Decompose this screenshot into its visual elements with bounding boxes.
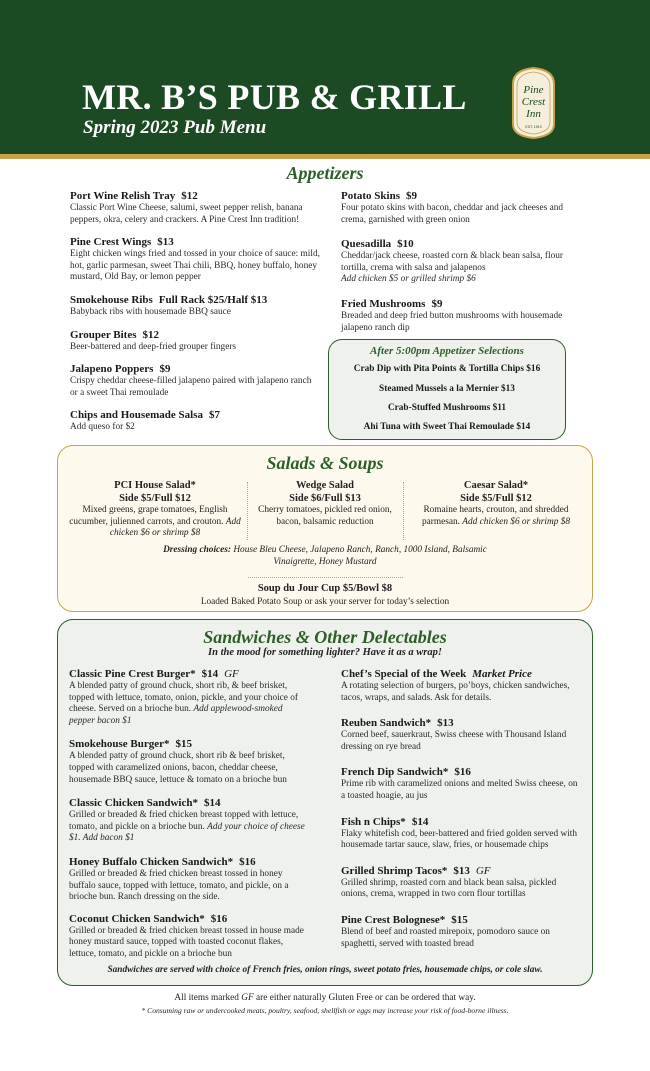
item-description: Flaky whitefish cod, beer-battered and fried golden served with housemade tartar sauce, slaw, fries, or housemade chips [341, 828, 578, 851]
salad-item [65, 480, 245, 540]
item-name: Honey Buffalo Chicken Sandwich* [69, 855, 234, 868]
menu-item [341, 716, 581, 753]
item-price: $7 [208, 409, 220, 422]
menu-item [70, 293, 320, 319]
item-price: $12 [181, 190, 198, 202]
menu-item [69, 912, 307, 961]
salad-name: Caesar Salad* [463, 480, 529, 491]
item-price: $14 [203, 797, 221, 810]
item-description: A rotating selection of burgers, po’boys, chicken sandwiches, tacos, wraps, and salads. Ask for details. [341, 681, 570, 703]
dressing-text: House Bleu Cheese, Jalapeno Ranch, Ranch, 1000 Island, Balsamic Vinaigrette, Honey Mustard [233, 545, 487, 567]
gf-mark: GF [475, 864, 491, 877]
item-description: Corned beef, sauerkraut, Swiss cheese with Thousand Island dressing on rye bread [341, 730, 567, 752]
item-note: Add chicken $5 or grilled shrimp $6 [341, 274, 476, 285]
item-price: $13 [453, 864, 470, 877]
item-price: $16 [239, 855, 256, 868]
item-price: $13 [157, 236, 174, 249]
dressing-label: Dressing choices: [163, 545, 232, 555]
menu-item [341, 913, 581, 950]
item-price: Market Price [472, 668, 532, 680]
menu-item [69, 737, 307, 786]
after-5pm-item: Ahi Tuna with Sweet Thai Remoulade $14 [363, 422, 531, 432]
salads-heading: Salads & Soups [266, 453, 384, 473]
logo-text-crest: Crest [521, 96, 546, 108]
item-description: Crispy cheddar cheese-filled jalapeno paired with jalapeno ranch or a sweet Thai remoulade [70, 376, 312, 398]
item-name: Potato Skins [341, 190, 400, 202]
menu-item [69, 796, 307, 845]
menu-item [70, 362, 320, 399]
header-stripe [0, 154, 650, 159]
sandwiches-sides-note: Sandwiches are served with choice of French fries, onion rings, sweet potato fries, housemade chips, or cole slaw. [107, 965, 543, 975]
item-description: Four potato skins with bacon, cheddar and jack cheeses and crema, garnished with green onion [341, 203, 564, 225]
item-description: Eight chicken wings fried and tossed in your choice of sauce: mild, hot, garlic parmesan, sweet Thai chili, BBQ, honey buffalo, honey mustard, Old Bay, or lemon pepper [70, 249, 320, 283]
salad-price: Side $5/Full $12 [119, 492, 191, 504]
item-name: Smokehouse Burger* [69, 738, 170, 751]
salad-name: PCI House Salad* [114, 480, 196, 491]
menu-item [70, 235, 320, 284]
item-name: Grouper Bites [70, 328, 137, 341]
soup-divider [248, 577, 403, 578]
after-5pm-title: After 5:00pm Appetizer Selections [370, 345, 524, 357]
item-price: $10 [397, 238, 414, 251]
item-note: Add your choice of cheese $1. Add bacon $1 [69, 821, 305, 844]
menu-item [341, 667, 581, 704]
gf-mark: GF [224, 668, 239, 680]
item-description: Blend of beef and roasted mirepoix, pomodoro sauce on spaghetti, served with toasted bread [341, 926, 550, 949]
item-description: Grilled or breaded & fried chicken breast tossed in honey buffalo sauce, topped with lettuce, tomato, and pickle, on a brioche bun. Ranch dressing on the side. [69, 868, 289, 903]
menu-item [70, 408, 320, 434]
menu-item [341, 189, 581, 226]
item-price: $14 [201, 668, 219, 680]
item-description: Classic Port Wine Cheese, salumi, sweet pepper relish, banana peppers, okra, celery and crackers. A Pine Crest Inn tradition! [70, 203, 303, 225]
soup-description: Loaded Baked Potato Soup or ask your server for today’s selection [200, 597, 450, 607]
menu-item [341, 765, 581, 802]
item-name: Pine Crest Wings [70, 236, 152, 249]
item-name: Grilled Shrimp Tacos* [341, 864, 448, 877]
item-name: Coconut Chicken Sandwich* [69, 912, 205, 925]
menu-item [69, 855, 307, 904]
logo-text-est: EST. 1913 [525, 125, 542, 129]
item-description: Add queso for $2 [70, 422, 135, 433]
after-5pm-box [328, 339, 566, 440]
gf-mark: GF [241, 993, 254, 1003]
item-price: $13 [437, 717, 454, 730]
pine-crest-inn-logo [509, 66, 558, 140]
sandwiches-subheading: In the mood for something lighter? Have it as a wrap! [208, 647, 442, 658]
page-subtitle: Spring 2023 Pub Menu [83, 117, 267, 138]
after-5pm-item: Crab Dip with Pita Points & Tortilla Chips $16 [353, 364, 541, 374]
logo-text-pine: Pine [523, 84, 544, 96]
item-name: Fried Mushrooms [341, 297, 426, 310]
after-5pm-item: Crab-Stuffed Mushrooms $11 [387, 403, 507, 413]
item-description: Prime rib with caramelized onions and melted Swiss cheese, on a toasted hoagie, au jus [341, 779, 578, 801]
item-price: Full Rack $25/Half $13 [158, 293, 268, 306]
salad-price: Side $6/Full $13 [289, 492, 361, 504]
menu-item [70, 328, 320, 354]
appetizers-heading: Appetizers [286, 163, 364, 183]
menu-item [341, 815, 581, 852]
item-name: French Dip Sandwich* [341, 766, 449, 779]
appetizers-right-column [341, 189, 581, 343]
item-name: Fish n Chips* [341, 815, 406, 828]
appetizers-left-column [70, 189, 320, 443]
item-description: Beer-battered and deep-fried grouper fingers [70, 341, 237, 352]
item-price: $15 [451, 913, 468, 926]
page-title: MR. B’S PUB & GRILL [82, 77, 467, 117]
item-description: Breaded and deep fried button mushrooms with housemade jalapeno ranch dip [341, 310, 563, 333]
item-name: Port Wine Relish Tray [70, 190, 176, 202]
item-description: Grilled or breaded & fried chicken breast tossed in house made honey mustard sauce, topped with toasted coconut flakes, lettuce, tomato, and pickle on a brioche bun [69, 925, 304, 959]
menu-item [341, 237, 581, 286]
item-price: $9 [431, 297, 443, 310]
salad-price: Side $5/Full $12 [460, 492, 532, 504]
item-description: Cheddar/jack cheese, roasted corn & black bean salsa, flour tortilla, crema with salsa and jalapenos [341, 251, 563, 273]
menu-item [69, 667, 307, 727]
salad-description: Romaine hearts, crouton, and shredded parmesan. Add chicken $6 or shrimp $8 [422, 505, 570, 527]
logo-text-inn: Inn [526, 108, 541, 120]
item-description: Grilled or breaded & fried chicken breast topped with lettuce, tomato, and pickle on a brioche bun. Add your choice of cheese $1. Add bacon $1 [69, 810, 305, 844]
raw-food-warning: * Consuming raw or undercooked meats, poultry, seafood, shellfish or eggs may increase your risk of food-borne illness. [141, 1006, 509, 1015]
item-price: $14 [411, 815, 429, 828]
item-price: $12 [142, 328, 160, 341]
salad-item [252, 480, 398, 528]
salad-note: Add chicken $6 or shrimp $8 [109, 516, 241, 538]
item-price: $16 [210, 912, 228, 925]
sandwiches-heading: Sandwiches & Other Delectables [203, 627, 447, 647]
soup-name: Soup du Jour Cup $5/Bowl $8 [257, 583, 393, 594]
item-name: Smokehouse Ribs [70, 293, 153, 306]
menu-item [341, 864, 581, 901]
item-price: $9 [159, 363, 171, 376]
item-price: $15 [175, 738, 193, 751]
after-5pm-item: Steamed Mussels a la Mernier $13 [379, 384, 515, 394]
item-description: Babyback ribs with housemade BBQ sauce [70, 306, 231, 317]
salad-divider [247, 482, 248, 540]
item-description: Grilled shrimp, roasted corn and black bean salsa, pickled onions, crema, wrapped in two corn flour tortillas [341, 877, 557, 900]
item-name: Classic Chicken Sandwich* [69, 797, 198, 810]
salad-description: Cherry tomatoes, pickled red onion, bacon, balsamic reduction [258, 505, 392, 527]
item-name: Chips and Housemade Salsa [70, 409, 203, 422]
salad-name: Wedge Salad [295, 480, 355, 491]
dressing-choices [150, 545, 500, 568]
item-description: A blended patty of ground chuck, short rib & beef brisket, topped with caramelized onions, bacon, cheddar cheese, housemade BBQ sauce, lettuce & tomato on a brioche bun [69, 751, 287, 785]
item-name: Pine Crest Bolognese* [341, 913, 446, 926]
salad-divider [403, 482, 404, 540]
item-name: Quesadilla [341, 238, 392, 251]
salad-item [408, 480, 584, 528]
item-price: $9 [406, 190, 417, 202]
sandwiches-left-column [69, 667, 307, 970]
sandwiches-right-column [341, 667, 581, 959]
menu-item [70, 189, 320, 226]
item-name: Chef’s Special of the Week [341, 668, 467, 680]
salad-note: Add chicken $6 or shrimp $8 [462, 516, 570, 527]
salad-description: Mixed greens, grape tomatoes, English cucumber, julienned carrots, and crouton. Add chicken $6 or shrimp $8 [69, 505, 241, 538]
gluten-free-note: All items marked GF are either naturally Gluten Free or can be ordered that way. [174, 993, 476, 1003]
item-price: $16 [454, 766, 471, 779]
item-description: A blended patty of ground chuck, short rib, & beef brisket, topped with lettuce, tomato, onion, pickle, and your choice of cheese. Served on a brioche bun. Add applewood-smoked pepper bacon $1 [69, 681, 299, 726]
item-name: Reuben Sandwich* [341, 717, 432, 730]
menu-item [341, 297, 581, 334]
item-name: Jalapeno Poppers [70, 363, 154, 376]
item-note: Add applewood-smoked pepper bacon $1 [69, 704, 283, 726]
item-name: Classic Pine Crest Burger* [69, 668, 196, 680]
